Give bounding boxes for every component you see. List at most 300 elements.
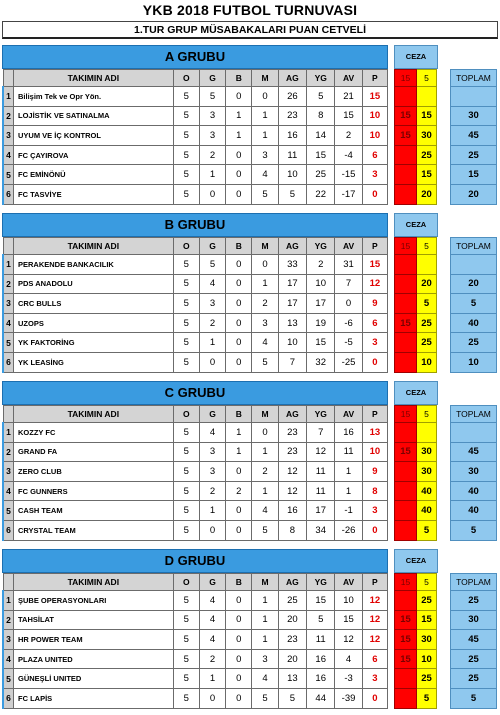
ceza-5-cell: 15 [417, 106, 437, 126]
stat-yg: 15 [307, 145, 335, 165]
stat-ag: 5 [278, 184, 306, 204]
stat-g: 4 [199, 274, 225, 294]
stat-m: 0 [252, 255, 278, 275]
header-rank-cell [3, 406, 14, 423]
ceza-15-cell: 15 [395, 106, 417, 126]
stat-m: 1 [252, 442, 278, 462]
ceza-5-cell: 5 [417, 520, 437, 540]
stat-p: 6 [362, 649, 387, 669]
ceza-15-cell [395, 481, 417, 501]
toplam-header: TOPLAM [451, 70, 497, 87]
stat-m: 1 [252, 126, 278, 146]
stat-g: 1 [199, 501, 225, 521]
stat-av: 10 [335, 591, 362, 611]
stat-b: 0 [226, 87, 252, 107]
penalty-row [395, 423, 497, 443]
ceza-15-header: 15 [395, 406, 417, 423]
toplam-cell: 25 [451, 145, 497, 165]
stat-m: 5 [252, 352, 278, 372]
stat-p: 12 [362, 591, 387, 611]
penalty-row [395, 145, 497, 165]
column-header-g: G [199, 70, 225, 87]
stat-o: 5 [173, 481, 199, 501]
header-rank-cell [3, 70, 14, 87]
ceza-15-cell [395, 669, 417, 689]
stat-yg: 12 [307, 442, 335, 462]
team-name: PLAZA UNITED [14, 649, 174, 669]
stat-g: 0 [199, 520, 225, 540]
penalty-table [394, 237, 497, 373]
stat-ag: 10 [278, 333, 306, 353]
team-name: FC EMİNÖNÜ [14, 165, 174, 185]
table-row [3, 294, 388, 314]
column-header-av: AV [335, 238, 362, 255]
stat-b: 0 [226, 255, 252, 275]
ceza-5-cell: 15 [417, 165, 437, 185]
rank-number: 3 [3, 126, 14, 146]
rank-number: 4 [3, 481, 14, 501]
stat-m: 3 [252, 145, 278, 165]
stat-av: -25 [335, 352, 362, 372]
stat-g: 3 [199, 462, 225, 482]
stat-p: 9 [362, 462, 387, 482]
ceza-15-cell: 15 [395, 313, 417, 333]
rank-number: 2 [3, 442, 14, 462]
spacer [437, 669, 451, 689]
stat-av: 2 [335, 126, 362, 146]
table-row [3, 610, 388, 630]
group-2 [2, 213, 498, 378]
stat-ag: 16 [278, 126, 306, 146]
stat-g: 2 [199, 313, 225, 333]
stat-ag: 23 [278, 106, 306, 126]
column-header-b: B [226, 70, 252, 87]
stat-o: 5 [173, 649, 199, 669]
stat-av: -1 [335, 501, 362, 521]
toplam-cell: 25 [451, 333, 497, 353]
ceza-15-cell [395, 423, 417, 443]
toplam-cell [451, 423, 497, 443]
stat-g: 2 [199, 145, 225, 165]
team-name: ŞUBE OPERASYONLARI [14, 591, 174, 611]
ceza-5-cell: 25 [417, 313, 437, 333]
column-header-ag: AG [278, 238, 306, 255]
stat-b: 0 [226, 145, 252, 165]
table-header-row [3, 238, 388, 255]
column-header-takimin-adi: TAKIMIN ADI [14, 406, 174, 423]
ceza-15-cell: 15 [395, 610, 417, 630]
header-rank-cell [3, 574, 14, 591]
stat-av: -3 [335, 669, 362, 689]
ceza-15-cell [395, 462, 417, 482]
stat-m: 0 [252, 423, 278, 443]
stat-ag: 23 [278, 630, 306, 650]
column-header-m: M [252, 406, 278, 423]
table-row [3, 501, 388, 521]
stat-o: 5 [173, 126, 199, 146]
ceza-15-cell: 15 [395, 126, 417, 146]
spacer [437, 106, 451, 126]
stat-yg: 14 [307, 126, 335, 146]
stat-av: 15 [335, 610, 362, 630]
ceza-15-cell [395, 255, 417, 275]
column-header-b: B [226, 406, 252, 423]
spacer [437, 184, 451, 204]
penalty-row [395, 294, 497, 314]
rank-number: 1 [3, 591, 14, 611]
toplam-cell: 20 [451, 274, 497, 294]
penalty-row [395, 630, 497, 650]
stat-yg: 44 [307, 688, 335, 708]
stat-ag: 20 [278, 610, 306, 630]
stat-ag: 11 [278, 145, 306, 165]
team-name: Bilişim Tek ve Opr Yön. [14, 87, 174, 107]
team-name: LOJİSTİK VE SATINALMA [14, 106, 174, 126]
penalty-row [395, 649, 497, 669]
toplam-cell: 25 [451, 591, 497, 611]
stat-ag: 10 [278, 165, 306, 185]
penalty-row [395, 501, 497, 521]
rank-number: 2 [3, 610, 14, 630]
toplam-cell: 25 [451, 649, 497, 669]
team-name: YK FAKTORİNG [14, 333, 174, 353]
stat-b: 0 [226, 274, 252, 294]
spacer [437, 352, 451, 372]
stat-o: 5 [173, 165, 199, 185]
stat-av: 31 [335, 255, 362, 275]
stat-b: 0 [226, 294, 252, 314]
stat-b: 0 [226, 591, 252, 611]
table-header-row [3, 574, 388, 591]
column-header-takimin-adi: TAKIMIN ADI [14, 238, 174, 255]
penalty-row [395, 274, 497, 294]
stat-b: 0 [226, 313, 252, 333]
stat-ag: 17 [278, 274, 306, 294]
team-name: PERAKENDE BANKACILIK [14, 255, 174, 275]
stat-yg: 5 [307, 610, 335, 630]
ceza-15-cell: 15 [395, 442, 417, 462]
stat-yg: 5 [307, 87, 335, 107]
toplam-cell: 15 [451, 165, 497, 185]
table-row [3, 688, 388, 708]
table-row [3, 352, 388, 372]
rank-number: 4 [3, 313, 14, 333]
stat-b: 0 [226, 520, 252, 540]
stat-b: 1 [226, 126, 252, 146]
ceza-5-cell: 40 [417, 501, 437, 521]
spacer [437, 165, 451, 185]
stat-av: 4 [335, 649, 362, 669]
group-4 [2, 549, 498, 714]
column-header-av: AV [335, 406, 362, 423]
stat-o: 5 [173, 688, 199, 708]
ceza-5-cell: 5 [417, 294, 437, 314]
table-row [3, 669, 388, 689]
stat-b: 0 [226, 688, 252, 708]
stat-ag: 16 [278, 501, 306, 521]
stat-m: 1 [252, 274, 278, 294]
stat-yg: 17 [307, 294, 335, 314]
column-header-m: M [252, 574, 278, 591]
table-row [3, 106, 388, 126]
stat-yg: 8 [307, 106, 335, 126]
stat-o: 5 [173, 442, 199, 462]
stat-ag: 12 [278, 462, 306, 482]
penalty-row [395, 481, 497, 501]
column-header-g: G [199, 574, 225, 591]
stat-m: 4 [252, 501, 278, 521]
spacer [437, 70, 451, 87]
stat-av: -4 [335, 145, 362, 165]
team-name: FC ÇAYIROVA [14, 145, 174, 165]
stat-av: 21 [335, 87, 362, 107]
stat-g: 0 [199, 688, 225, 708]
table-row [3, 649, 388, 669]
ceza-15-cell [395, 352, 417, 372]
column-header-yg: YG [307, 574, 335, 591]
spacer [437, 145, 451, 165]
spacer [437, 333, 451, 353]
spacer [437, 126, 451, 146]
team-name: CRC BULLS [14, 294, 174, 314]
ceza-15-cell: 15 [395, 630, 417, 650]
stat-o: 5 [173, 294, 199, 314]
team-name: UZOPS [14, 313, 174, 333]
spacer [437, 688, 451, 708]
stat-p: 3 [362, 501, 387, 521]
standings-table [2, 69, 388, 205]
stat-ag: 26 [278, 87, 306, 107]
stat-m: 5 [252, 520, 278, 540]
stat-b: 1 [226, 106, 252, 126]
stat-ag: 8 [278, 520, 306, 540]
penalty-table [394, 69, 497, 205]
stat-av: 7 [335, 274, 362, 294]
rank-number: 4 [3, 649, 14, 669]
stat-ag: 33 [278, 255, 306, 275]
toplam-header: TOPLAM [451, 574, 497, 591]
stat-m: 4 [252, 165, 278, 185]
stat-m: 5 [252, 184, 278, 204]
stat-g: 4 [199, 423, 225, 443]
spacer [437, 255, 451, 275]
penalty-row [395, 106, 497, 126]
stat-av: -39 [335, 688, 362, 708]
stat-p: 10 [362, 106, 387, 126]
stat-yg: 15 [307, 333, 335, 353]
table-row [3, 274, 388, 294]
stat-p: 8 [362, 481, 387, 501]
ceza-5-header: 5 [417, 574, 437, 591]
column-header-av: AV [335, 70, 362, 87]
ceza-15-cell [395, 591, 417, 611]
stat-yg: 7 [307, 423, 335, 443]
spacer [437, 591, 451, 611]
spacer [437, 574, 451, 591]
standings-table [2, 573, 388, 709]
rank-number: 3 [3, 294, 14, 314]
team-name: PDS ANADOLU [14, 274, 174, 294]
table-header-row [3, 406, 388, 423]
team-name: ZERO CLUB [14, 462, 174, 482]
stat-av: 11 [335, 442, 362, 462]
toplam-cell: 10 [451, 352, 497, 372]
column-header-p: P [362, 238, 387, 255]
stat-p: 15 [362, 255, 387, 275]
ceza-5-cell: 15 [417, 610, 437, 630]
stat-ag: 25 [278, 591, 306, 611]
ceza-5-cell: 30 [417, 442, 437, 462]
spacer [437, 423, 451, 443]
ceza-15-header: 15 [395, 574, 417, 591]
ceza-5-cell: 20 [417, 184, 437, 204]
stat-m: 0 [252, 87, 278, 107]
penalty-header-row [395, 70, 497, 87]
column-header-ag: AG [278, 406, 306, 423]
penalty-row [395, 591, 497, 611]
toplam-cell: 20 [451, 184, 497, 204]
stat-m: 1 [252, 630, 278, 650]
table-row [3, 87, 388, 107]
toplam-cell: 30 [451, 610, 497, 630]
stat-p: 0 [362, 688, 387, 708]
penalty-row [395, 688, 497, 708]
stat-o: 5 [173, 87, 199, 107]
ceza-header: CEZA [394, 381, 438, 405]
page-subtitle: 1.TUR GRUP MÜSABAKALARI PUAN CETVELİ [2, 21, 498, 39]
ceza-15-cell [395, 520, 417, 540]
stat-av: -5 [335, 333, 362, 353]
toplam-cell [451, 255, 497, 275]
stat-av: 15 [335, 106, 362, 126]
stat-ag: 12 [278, 481, 306, 501]
spacer [437, 462, 451, 482]
penalty-row [395, 352, 497, 372]
stat-av: -17 [335, 184, 362, 204]
column-header-takimin-adi: TAKIMIN ADI [14, 70, 174, 87]
group-title: C GRUBU [2, 381, 388, 405]
penalty-row [395, 520, 497, 540]
group-title: A GRUBU [2, 45, 388, 69]
standings-table [2, 237, 388, 373]
stat-o: 5 [173, 630, 199, 650]
stat-o: 5 [173, 313, 199, 333]
ceza-5-header: 5 [417, 70, 437, 87]
stat-yg: 15 [307, 591, 335, 611]
stat-b: 0 [226, 610, 252, 630]
stat-g: 1 [199, 165, 225, 185]
stat-yg: 19 [307, 313, 335, 333]
ceza-5-cell: 5 [417, 688, 437, 708]
table-row [3, 481, 388, 501]
stat-m: 5 [252, 688, 278, 708]
rank-number: 5 [3, 669, 14, 689]
column-header-takimin-adi: TAKIMIN ADI [14, 574, 174, 591]
toplam-cell: 45 [451, 630, 497, 650]
rank-number: 5 [3, 165, 14, 185]
group-title: B GRUBU [2, 213, 388, 237]
stat-o: 5 [173, 145, 199, 165]
stat-m: 3 [252, 313, 278, 333]
ceza-5-cell: 30 [417, 462, 437, 482]
toplam-cell: 30 [451, 106, 497, 126]
table-row [3, 630, 388, 650]
spacer [437, 481, 451, 501]
stat-p: 10 [362, 126, 387, 146]
stat-p: 15 [362, 87, 387, 107]
ceza-5-cell [417, 255, 437, 275]
rank-number: 1 [3, 423, 14, 443]
stat-g: 3 [199, 294, 225, 314]
stat-m: 2 [252, 294, 278, 314]
rank-number: 6 [3, 520, 14, 540]
column-header-b: B [226, 574, 252, 591]
ceza-15-cell [395, 501, 417, 521]
column-header-p: P [362, 574, 387, 591]
stat-m: 1 [252, 481, 278, 501]
ceza-5-cell [417, 423, 437, 443]
table-row [3, 126, 388, 146]
spacer [437, 649, 451, 669]
spacer [437, 87, 451, 107]
stat-o: 5 [173, 184, 199, 204]
stat-g: 4 [199, 610, 225, 630]
toplam-cell: 40 [451, 481, 497, 501]
stat-m: 1 [252, 610, 278, 630]
stat-p: 0 [362, 184, 387, 204]
stat-o: 5 [173, 106, 199, 126]
spacer [437, 520, 451, 540]
stat-m: 4 [252, 669, 278, 689]
stat-b: 0 [226, 501, 252, 521]
stat-b: 0 [226, 352, 252, 372]
stat-o: 5 [173, 333, 199, 353]
ceza-5-cell: 25 [417, 669, 437, 689]
team-name: GRAND FA [14, 442, 174, 462]
team-name: YK LEASİNG [14, 352, 174, 372]
column-header-m: M [252, 70, 278, 87]
spacer [437, 501, 451, 521]
stat-p: 3 [362, 669, 387, 689]
table-row [3, 520, 388, 540]
stat-g: 4 [199, 630, 225, 650]
toplam-cell: 5 [451, 294, 497, 314]
column-header-yg: YG [307, 238, 335, 255]
team-name: GÜNEŞLİ UNITED [14, 669, 174, 689]
stat-m: 4 [252, 333, 278, 353]
stat-b: 0 [226, 630, 252, 650]
column-header-p: P [362, 406, 387, 423]
ceza-5-cell: 25 [417, 333, 437, 353]
penalty-row [395, 126, 497, 146]
toplam-cell: 5 [451, 520, 497, 540]
stat-yg: 34 [307, 520, 335, 540]
ceza-5-header: 5 [417, 238, 437, 255]
rank-number: 2 [3, 274, 14, 294]
column-header-g: G [199, 406, 225, 423]
stat-o: 5 [173, 274, 199, 294]
rank-number: 3 [3, 462, 14, 482]
stat-yg: 16 [307, 649, 335, 669]
stat-g: 1 [199, 333, 225, 353]
team-name: FC GUNNERS [14, 481, 174, 501]
rank-number: 5 [3, 333, 14, 353]
ceza-header: CEZA [394, 549, 438, 573]
stat-g: 2 [199, 649, 225, 669]
header-rank-cell [3, 238, 14, 255]
penalty-row [395, 255, 497, 275]
ceza-15-cell [395, 184, 417, 204]
